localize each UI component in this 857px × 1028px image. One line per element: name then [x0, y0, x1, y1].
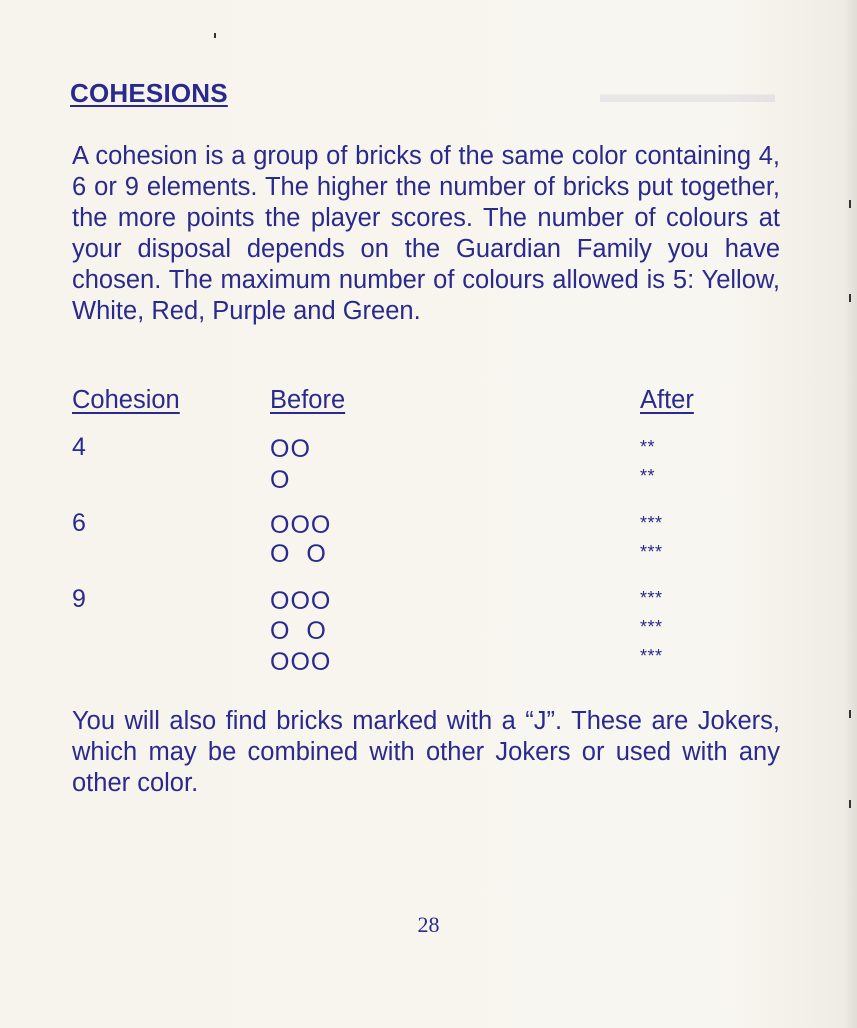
- cohesion-count: 6: [72, 509, 86, 537]
- column-header-before: Before: [270, 386, 346, 414]
- bleed-through-heading: ▬▬▬▬▬▬▬: [600, 80, 775, 108]
- intro-paragraph-text: A cohesion is a group of bricks of the same color containing 4, 6 or 9 elements. The higher the number of bricks put together, the more points the player scores. The number of colours at your disposal depends on the Guardian Family you have chosen. The maximum number of colours allowed is 5: Yellow, White, Red, Purple and Green.: [72, 142, 780, 325]
- margin-tick: [849, 710, 851, 718]
- after-stars-line: ***: [640, 513, 663, 533]
- margin-tick: [849, 800, 851, 808]
- before-bricks-line: O: [270, 466, 291, 494]
- before-bricks-line: O O: [270, 617, 327, 645]
- margin-tick: [849, 294, 851, 302]
- column-header-after: After: [640, 386, 694, 414]
- column-header-cohesion: Cohesion: [72, 386, 180, 414]
- page-edge-shadow: [843, 0, 857, 1028]
- cohesion-count: 4: [72, 433, 86, 461]
- after-stars-line: ***: [640, 588, 663, 608]
- ink-speck: [214, 33, 216, 38]
- section-heading: COHESIONS: [70, 78, 228, 108]
- before-bricks-line: OO: [270, 435, 311, 463]
- joker-paragraph-text: You will also find bricks marked with a “J”. These are Jokers, which may be combined with other Jokers or used with any other color.: [72, 707, 780, 797]
- after-stars-line: ***: [640, 646, 663, 666]
- before-bricks-line: O O: [270, 540, 327, 568]
- before-bricks-line: OOO: [270, 511, 332, 539]
- after-stars-line: **: [640, 466, 656, 486]
- before-bricks-line: OOO: [270, 648, 332, 676]
- after-stars-line: ***: [640, 617, 663, 637]
- before-bricks-line: OOO: [270, 587, 332, 615]
- after-stars-line: **: [640, 437, 656, 457]
- margin-tick: [849, 200, 851, 208]
- joker-paragraph: [72, 706, 780, 799]
- intro-paragraph: [72, 141, 780, 327]
- after-stars-line: ***: [640, 542, 663, 562]
- page-number: 28: [417, 912, 440, 937]
- cohesion-count: 9: [72, 585, 86, 613]
